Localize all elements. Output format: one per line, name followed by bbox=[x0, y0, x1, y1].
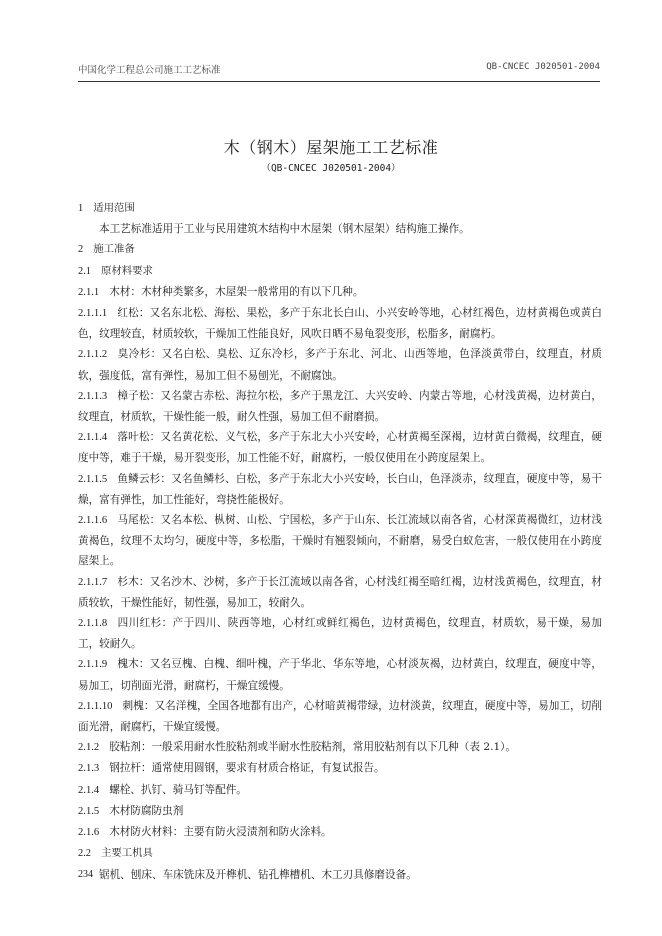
paragraph bbox=[78, 696, 602, 737]
clause-number: 2.1.6 bbox=[78, 827, 100, 839]
clause-number: 2.1.1.9 bbox=[78, 659, 108, 671]
clause-number: 1 bbox=[78, 203, 84, 214]
paragraph bbox=[78, 282, 602, 303]
clause-number: 2.1.1 bbox=[78, 286, 100, 298]
paragraph-text: 胶粘剂：一般采用耐水性胶粘剂或半耐水性胶粘剂，常用胶粘剂有以下几种（表 2.1）。 bbox=[109, 741, 517, 754]
section-heading bbox=[78, 261, 602, 282]
page-header bbox=[78, 62, 600, 76]
paragraph bbox=[78, 427, 602, 468]
paragraph-text: 红松：又名东北松、海松、果松，多产于东北长白山、小兴安岭等地，心材红褐色，边材黄褐色或黄白色，纹理较直，材质较软，干燥加工性能良好，风吹日晒不易龟裂变形，松脂多，耐腐朽。 bbox=[78, 307, 602, 341]
paragraph-text: 鱼鳞云杉：又名鱼鳞杉、白松，多产于东北大小兴安岭，长白山，色泽淡赤，纹理直，硬度中等，易干燥，富有弹性，加工性能好，弯挠性能极好。 bbox=[78, 472, 602, 506]
paragraph-text: 臭冷杉：又名白松、臭松、辽东冷杉，多产于东北、河北、山西等地，色泽淡黄带白，纹理直，材质软，强度低，富有弹性，易加工但不易刨光，不耐腐蚀。 bbox=[78, 348, 602, 382]
paragraph bbox=[78, 801, 602, 822]
paragraph-text: 施工准备 bbox=[93, 243, 135, 256]
clause-number: 2.1 bbox=[78, 265, 91, 277]
paragraph bbox=[78, 737, 602, 758]
paragraph-text: 刺槐：又名洋槐，全国各地都有出产，心材暗黄褐带绿，边材淡黄，纹理直，硬度中等，易加工，切削面光滑，耐腐朽，干燥宜缓慢。 bbox=[78, 699, 602, 734]
page-number: 234 bbox=[78, 869, 93, 880]
paragraph-text: 马尾松：又名本松、枞树、山松、宁国松，多产于山东、长江流域以南各省，心材深黄褐微红，边材浅黄褐色，纹理不太均匀，硬度中等，多松脂，干燥时有翘裂倾向，不耐磨，易受白蚁危害，一般仅使用在小跨度屋架上。 bbox=[78, 514, 602, 568]
paragraph-text: 木材防火材料：主要有防火浸渍剂和防火涂料。 bbox=[109, 826, 332, 839]
paragraph bbox=[78, 654, 602, 695]
document-title: 木（钢木）屋架施工工艺标准 bbox=[223, 138, 439, 157]
paragraph bbox=[78, 219, 602, 239]
clause-number: 2.1.1.7 bbox=[78, 576, 108, 588]
paragraph-text: 原材料要求 bbox=[101, 264, 153, 277]
document-body bbox=[78, 198, 602, 885]
paragraph-text: 木材防腐防虫剂 bbox=[109, 804, 184, 817]
paragraph-text: 落叶松：又名黄花松、义气松，多产于东北大小兴安岭，心材黄褐至深褐，边材黄白微褐，纹理直，硬度中等，难于干燥，易开裂变形，加工性能不好，耐腐朽，一般仅使用在小跨度屋架上。 bbox=[78, 431, 602, 465]
paragraph-text: 螺栓、扒钉、骑马钉等配件。 bbox=[109, 783, 247, 796]
paragraph-text: 杉木：又名沙木、沙树，多产于长江流域以南各省，心材浅红褐至暗红褐，边材浅黄褐色，纹理直，材质较软，干燥性能好，韧性强，易加工，较耐久。 bbox=[78, 575, 602, 609]
paragraph-text: 樟子松：又名蒙古赤松、海拉尔松，多产于黑龙江、大兴安岭、内蒙古等地，心材浅黄褐，边材黄白，纹理直，材质软，干燥性能一般，耐久性强，易加工但不耐磨损。 bbox=[78, 389, 602, 424]
paragraph-text: 本工艺标准适用于工业与民用建筑木结构中木屋架（钢木屋架）结构施工操作。 bbox=[99, 223, 470, 236]
clause-number: 2.1.1.2 bbox=[78, 349, 108, 361]
clause-number: 2.1.1.6 bbox=[78, 515, 108, 527]
paragraph bbox=[78, 469, 602, 510]
paragraph-text: 锯机、刨床、车床铣床及开榫机、钻孔榫槽机、木工刃具修磨设备。 bbox=[99, 868, 417, 881]
paragraph bbox=[78, 386, 602, 427]
clause-number: 2.1.3 bbox=[78, 763, 100, 775]
clause-number: 2.1.4 bbox=[78, 784, 100, 796]
clause-number: 2.1.1.4 bbox=[78, 432, 108, 444]
paragraph bbox=[78, 344, 602, 385]
paragraph-text: 槐木：又名豆槐、白槐、细叶槐，产于华北、华东等地，心材淡灰褐，边材黄白，纹理直，硬度中等，易加工，切削面光滑，耐腐朽，干燥宜缓慢。 bbox=[78, 658, 602, 692]
section-heading bbox=[78, 198, 602, 219]
section-heading bbox=[78, 239, 602, 260]
header-left-text: 中国化学工程总公司施工工艺标准 bbox=[78, 65, 221, 76]
paragraph bbox=[78, 822, 602, 843]
clause-number: 2.1.1.1 bbox=[78, 308, 108, 320]
paragraph bbox=[78, 613, 602, 654]
paragraph-text: 适用范围 bbox=[93, 202, 135, 214]
header-right-text: QB-CNCEC J020501-2004 bbox=[486, 62, 600, 72]
paragraph-text: 主要工机具 bbox=[101, 847, 153, 860]
paragraph bbox=[78, 510, 602, 572]
clause-number: 2.1.2 bbox=[78, 742, 100, 754]
paragraph bbox=[78, 758, 602, 779]
paragraph bbox=[78, 865, 602, 885]
clause-number: 2.1.5 bbox=[78, 805, 100, 817]
section-heading bbox=[78, 843, 602, 864]
clause-number: 2.1.1.3 bbox=[78, 390, 108, 402]
clause-number: 2.2 bbox=[78, 848, 91, 860]
clause-number: 2.1.1.8 bbox=[78, 618, 108, 630]
paragraph-text: 四川红杉：产于四川、陕西等地，心材红或鲜红褐色，边材黄褐色，纹理直，材质软，易干燥，易加工，较耐久。 bbox=[78, 617, 602, 651]
clause-number: 2.1.1.10 bbox=[78, 700, 113, 712]
clause-number: 2.1.1.5 bbox=[78, 473, 108, 485]
paragraph bbox=[78, 572, 602, 613]
paragraph bbox=[78, 303, 602, 344]
header-rule bbox=[78, 81, 600, 82]
paragraph-text: 木材：木材种类繁多，木屋架一般常用的有以下几种。 bbox=[109, 285, 364, 298]
clause-number: 2 bbox=[78, 244, 84, 256]
document-subtitle: （QB-CNCEC J020501-2004） bbox=[261, 163, 401, 174]
paragraph bbox=[78, 780, 602, 801]
paragraph-text: 钢拉杆：通常使用圆钢，要求有材质合格证，有复试报告。 bbox=[109, 762, 385, 775]
